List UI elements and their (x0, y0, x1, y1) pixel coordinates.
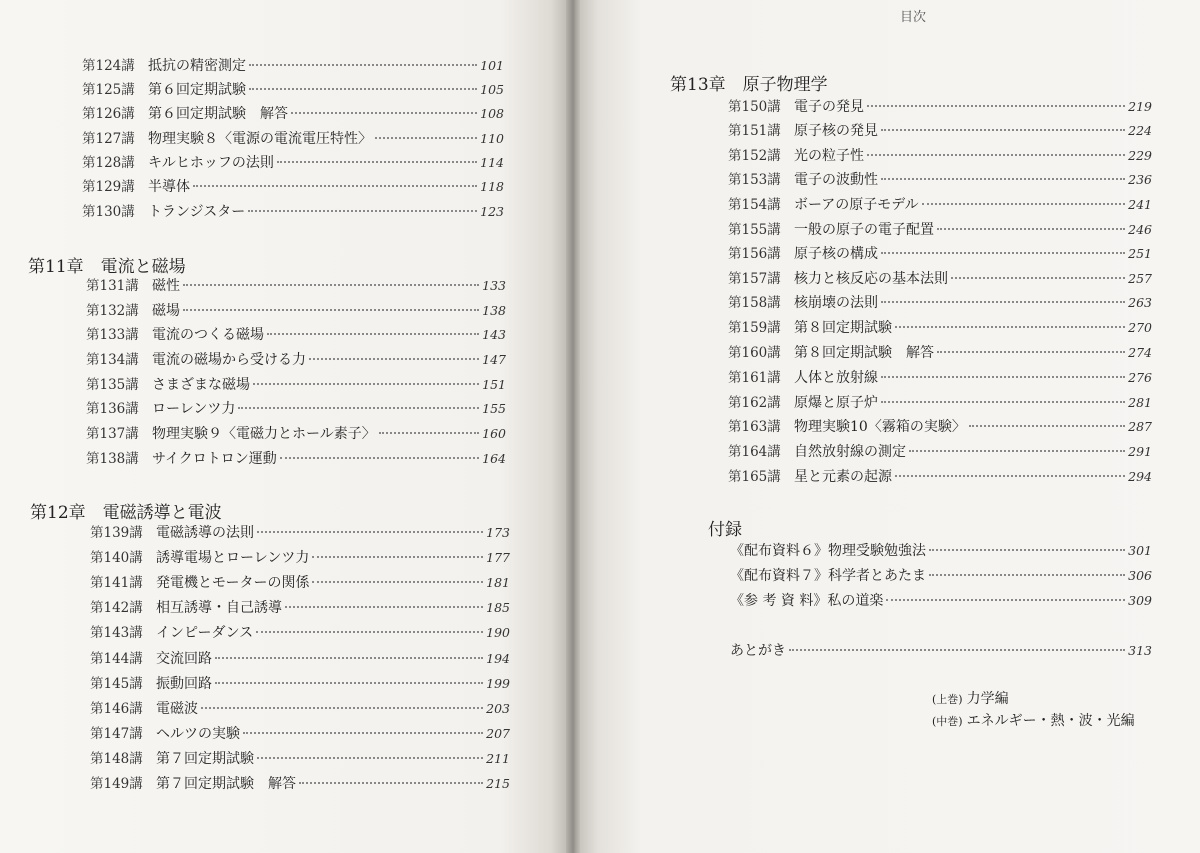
toc-entry[interactable] (90, 546, 510, 570)
toc-entry[interactable] (86, 447, 506, 471)
dot-leader (243, 732, 483, 734)
running-head: 目次 (900, 10, 927, 25)
lecture-number: 第131講 (86, 278, 139, 294)
toc-entry[interactable] (728, 465, 1152, 489)
toc-entry[interactable] (82, 102, 504, 126)
lecture-number: 第165講 (728, 469, 781, 485)
page-number: 207 (486, 726, 510, 741)
lecture-number: 第152講 (728, 148, 781, 164)
dot-leader (375, 137, 477, 139)
dot-leader (881, 129, 1125, 131)
lecture-title: 交流回路 (156, 651, 212, 667)
dot-leader (909, 450, 1125, 452)
toc-entry[interactable] (90, 621, 510, 645)
lecture-number: 第159講 (728, 320, 781, 336)
dot-leader (881, 252, 1125, 254)
lecture-title: 核崩壊の法則 (794, 295, 878, 311)
toc-entry[interactable] (86, 373, 506, 397)
page-number: 219 (1128, 99, 1152, 114)
lecture-number: 第128講 (82, 155, 135, 171)
dot-leader (238, 407, 479, 409)
lecture-number: 第144講 (90, 651, 143, 667)
toc-entry[interactable] (82, 78, 504, 102)
lecture-number: 第153講 (728, 172, 781, 188)
toc-entry[interactable] (86, 299, 506, 323)
dot-leader (867, 154, 1125, 156)
toc-entry[interactable] (86, 422, 506, 446)
dot-leader (929, 549, 1125, 551)
toc-entry[interactable] (728, 415, 1152, 439)
dot-leader (183, 309, 479, 311)
lecture-number: 第138講 (86, 451, 139, 467)
toc-entry[interactable] (728, 291, 1152, 315)
dot-leader (299, 782, 483, 784)
lecture-number: 第134講 (86, 352, 139, 368)
dot-leader (267, 333, 479, 335)
dot-leader (937, 351, 1125, 353)
page-number: 276 (1128, 370, 1152, 385)
lecture-title: 物理実験９〈電磁力とホール素子〉 (152, 426, 376, 442)
lecture-title: 第７回定期試験 解答 (156, 776, 296, 792)
lecture-title: 電磁波 (156, 701, 198, 717)
page-number: 215 (486, 776, 510, 791)
page-number: 246 (1128, 222, 1152, 237)
chapter-12-heading[interactable]: 第12章 電磁誘導と電波 (30, 503, 222, 523)
lecture-title: 原爆と原子炉 (794, 395, 878, 411)
volume-title: エネルギー・熱・波・光編 (966, 713, 1135, 729)
lecture-title: 星と元素の起源 (794, 469, 892, 485)
dot-leader (379, 432, 479, 434)
chapter-13-heading[interactable]: 第13章 原子物理学 (670, 75, 828, 95)
lecture-title: インピーダンス (156, 625, 254, 641)
dot-leader (969, 425, 1125, 427)
page-number: 143 (482, 327, 506, 342)
dot-leader (285, 606, 483, 608)
dot-leader (895, 475, 1125, 477)
volume-note-middle (932, 710, 1135, 730)
page-number: 301 (1128, 543, 1152, 558)
page-number: 251 (1128, 246, 1152, 261)
lecture-title: 発電機とモーターの関係 (156, 575, 310, 591)
toc-entry[interactable] (90, 647, 510, 671)
lecture-number: 第157講 (728, 271, 781, 287)
lecture-number: 第162講 (728, 395, 781, 411)
page-number: 313 (1128, 643, 1152, 658)
page-number: 108 (480, 106, 504, 121)
lecture-title: 電流のつくる磁場 (152, 327, 264, 343)
lecture-number: 第132講 (86, 303, 139, 319)
dot-leader (280, 457, 479, 459)
page-number: 211 (486, 751, 510, 766)
dot-leader (256, 631, 483, 633)
toc-entry[interactable] (82, 175, 504, 199)
dot-leader (312, 581, 483, 583)
toc-entry[interactable] (90, 697, 510, 721)
appendix-title: 《配布資料７》科学者とあたま (730, 568, 926, 584)
toc-entry[interactable] (86, 323, 506, 347)
toc-entry[interactable] (728, 168, 1152, 192)
lecture-title: 電子の発見 (794, 99, 864, 115)
page-number: 294 (1128, 469, 1152, 484)
page-number: 105 (480, 82, 504, 97)
page-number: 306 (1128, 568, 1152, 583)
dot-leader (881, 178, 1125, 180)
lecture-title: 磁場 (152, 303, 180, 319)
lecture-title: キルヒホッフの法則 (148, 155, 274, 171)
lecture-title: 半導体 (148, 179, 190, 195)
lecture-title: 物理実験８〈電源の電流電圧特性〉 (148, 131, 372, 147)
volume-tag: (上巻) (932, 693, 963, 706)
toc-entry[interactable] (90, 596, 510, 620)
dot-leader (951, 277, 1125, 279)
toc-entry[interactable] (90, 521, 510, 545)
page-number: 181 (486, 575, 510, 590)
lecture-title: 電子の波動性 (794, 172, 878, 188)
lecture-title: 第８回定期試験 解答 (794, 345, 934, 361)
lecture-title: 自然放射線の測定 (794, 444, 906, 460)
dot-leader (201, 707, 483, 709)
toc-entry[interactable] (82, 127, 504, 151)
lecture-title: 抵抗の精密測定 (148, 58, 246, 74)
lecture-number: 第164講 (728, 444, 781, 460)
lecture-number: 第148講 (90, 751, 143, 767)
lecture-number: 第142講 (90, 600, 143, 616)
lecture-number: 第146講 (90, 701, 143, 717)
dot-leader (929, 574, 1125, 576)
page-number: 147 (482, 352, 506, 367)
lecture-title: 第６回定期試験 (148, 82, 246, 98)
afterword-title: あとがき (730, 643, 786, 659)
dot-leader (249, 88, 477, 90)
dot-leader (253, 383, 479, 385)
lecture-number: 第154講 (728, 197, 781, 213)
volume-note-upper (932, 688, 1009, 708)
volume-tag: (中巻) (932, 715, 963, 728)
dot-leader (249, 64, 477, 66)
lecture-title: 第７回定期試験 (156, 751, 254, 767)
page-number: 114 (480, 155, 504, 170)
lecture-title: 原子核の構成 (794, 246, 878, 262)
lecture-number: 第160講 (728, 345, 781, 361)
dot-leader (257, 531, 483, 533)
page-number: 101 (480, 58, 504, 73)
lecture-title: 第８回定期試験 (794, 320, 892, 336)
page-number: 229 (1128, 148, 1152, 163)
lecture-number: 第135講 (86, 377, 139, 393)
toc-entry[interactable] (728, 391, 1152, 415)
dot-leader (922, 203, 1126, 205)
page-number: 173 (486, 525, 510, 540)
lecture-number: 第124講 (82, 58, 135, 74)
lecture-title: サイクロトロン運動 (152, 451, 277, 467)
lecture-number: 第129講 (82, 179, 135, 195)
lecture-title: 電磁誘導の法則 (156, 525, 254, 541)
appendix-entry[interactable] (730, 590, 1152, 614)
toc-entry[interactable] (90, 672, 510, 696)
lecture-title: 振動回路 (156, 676, 212, 692)
page-number: 160 (482, 426, 506, 441)
dot-leader (312, 556, 483, 558)
page-number: 118 (480, 179, 504, 194)
page-number: 123 (480, 204, 504, 219)
page-number: 185 (486, 600, 510, 615)
page-number: 190 (486, 625, 510, 640)
page-number: 194 (486, 651, 510, 666)
lecture-number: 第126講 (82, 106, 135, 122)
dot-leader (257, 757, 483, 759)
appendix-title: 《配布資料６》物理受験勉強法 (730, 543, 926, 559)
page-number: 287 (1128, 419, 1152, 434)
right-page (580, 0, 1200, 853)
toc-entry[interactable] (728, 267, 1152, 291)
page-number: 110 (480, 131, 504, 146)
toc-entry[interactable] (82, 200, 504, 224)
lecture-number: 第141講 (90, 575, 143, 591)
page-number: 257 (1128, 271, 1152, 286)
lecture-number: 第147講 (90, 726, 143, 742)
lecture-number: 第149講 (90, 776, 143, 792)
page-number: 263 (1128, 295, 1152, 310)
toc-entry[interactable] (82, 54, 504, 78)
dot-leader (881, 401, 1125, 403)
dot-leader (215, 657, 483, 659)
lecture-number: 第156講 (728, 246, 781, 262)
toc-entry[interactable] (90, 571, 510, 595)
lecture-number: 第133講 (86, 327, 139, 343)
page-number: 291 (1128, 444, 1152, 459)
volume-title: 力学編 (966, 691, 1009, 707)
dot-leader (309, 358, 479, 360)
lecture-number: 第161講 (728, 370, 781, 386)
dot-leader (789, 649, 1125, 651)
toc-entry[interactable] (90, 772, 510, 796)
lecture-number: 第140講 (90, 550, 143, 566)
dot-leader (886, 599, 1125, 601)
lecture-number: 第125講 (82, 82, 135, 98)
dot-leader (895, 326, 1125, 328)
page-number: 177 (486, 550, 510, 565)
lecture-number: 第145講 (90, 676, 143, 692)
lecture-number: 第136講 (86, 401, 139, 417)
page-number: 203 (486, 701, 510, 716)
toc-entry[interactable] (86, 397, 506, 421)
lecture-title: 光の粒子性 (794, 148, 864, 164)
page-number: 309 (1128, 593, 1152, 608)
toc-entry[interactable] (728, 119, 1152, 143)
toc-entry[interactable] (728, 440, 1152, 464)
lecture-title: 相互誘導・自己誘導 (156, 600, 282, 616)
toc-entry[interactable] (86, 348, 506, 372)
lecture-title: 第６回定期試験 解答 (148, 106, 288, 122)
page-number: 164 (482, 451, 506, 466)
appendix-title: 《参 考 資 料》私の道楽 (730, 593, 884, 609)
dot-leader (215, 682, 483, 684)
page-number: 199 (486, 676, 510, 691)
lecture-number: 第137講 (86, 426, 139, 442)
toc-entry[interactable] (728, 144, 1152, 168)
lecture-title: 物理実験10〈霧箱の実験〉 (794, 419, 966, 435)
dot-leader (881, 301, 1125, 303)
lecture-number: 第163講 (728, 419, 781, 435)
page-number: 270 (1128, 320, 1152, 335)
page-number: 133 (482, 278, 506, 293)
lecture-number: 第143講 (90, 625, 143, 641)
dot-leader (881, 376, 1125, 378)
dot-leader (291, 112, 477, 114)
page-number: 138 (482, 303, 506, 318)
toc-entry[interactable] (86, 274, 506, 298)
lecture-title: ヘルツの実験 (156, 726, 240, 742)
toc-entry[interactable] (728, 193, 1152, 217)
dot-leader (248, 210, 477, 212)
appendix-entry[interactable] (730, 565, 1152, 589)
lecture-title: さまざまな磁場 (152, 377, 250, 393)
dot-leader (867, 105, 1125, 107)
lecture-title: 原子核の発見 (794, 123, 878, 139)
lecture-number: 第139講 (90, 525, 143, 541)
dot-leader (937, 228, 1125, 230)
appendix-heading[interactable]: 付録 (708, 520, 742, 540)
lecture-title: 電流の磁場から受ける力 (152, 352, 306, 368)
toc-entry[interactable] (90, 722, 510, 746)
toc-entry[interactable] (728, 218, 1152, 242)
appendix-entry[interactable] (730, 540, 1152, 564)
page-number: 281 (1128, 395, 1152, 410)
lecture-title: 磁性 (152, 278, 180, 294)
lecture-number: 第158講 (728, 295, 781, 311)
toc-entry[interactable] (728, 242, 1152, 266)
lecture-title: 核力と核反応の基本法則 (794, 271, 948, 287)
toc-entry[interactable] (728, 366, 1152, 390)
lecture-title: トランジスター (148, 204, 246, 220)
page-number: 241 (1128, 197, 1152, 212)
lecture-number: 第130講 (82, 204, 135, 220)
page-number: 236 (1128, 172, 1152, 187)
dot-leader (193, 185, 477, 187)
page-number: 274 (1128, 345, 1152, 360)
lecture-number: 第151講 (728, 123, 781, 139)
page-number: 155 (482, 401, 506, 416)
lecture-title: 誘導電場とローレンツ力 (156, 550, 310, 566)
lecture-title: ローレンツ力 (152, 401, 236, 417)
lecture-number: 第155講 (728, 222, 781, 238)
page-number: 151 (482, 377, 506, 392)
lecture-title: 人体と放射線 (794, 370, 878, 386)
dot-leader (183, 284, 479, 286)
toc-entry[interactable] (90, 747, 510, 771)
lecture-number: 第127講 (82, 131, 135, 147)
chapter-11-heading[interactable]: 第11章 電流と磁場 (28, 257, 186, 277)
page-number: 224 (1128, 123, 1152, 138)
toc-entry[interactable] (728, 95, 1152, 119)
lecture-title: 一般の原子の電子配置 (794, 222, 934, 238)
afterword-entry[interactable] (730, 640, 1152, 664)
lecture-title: ボーアの原子モデル (794, 197, 919, 213)
toc-entry[interactable] (728, 341, 1152, 365)
toc-entry[interactable] (728, 316, 1152, 340)
lecture-number: 第150講 (728, 99, 781, 115)
left-page (0, 0, 568, 853)
toc-entry[interactable] (82, 151, 504, 175)
dot-leader (277, 161, 477, 163)
